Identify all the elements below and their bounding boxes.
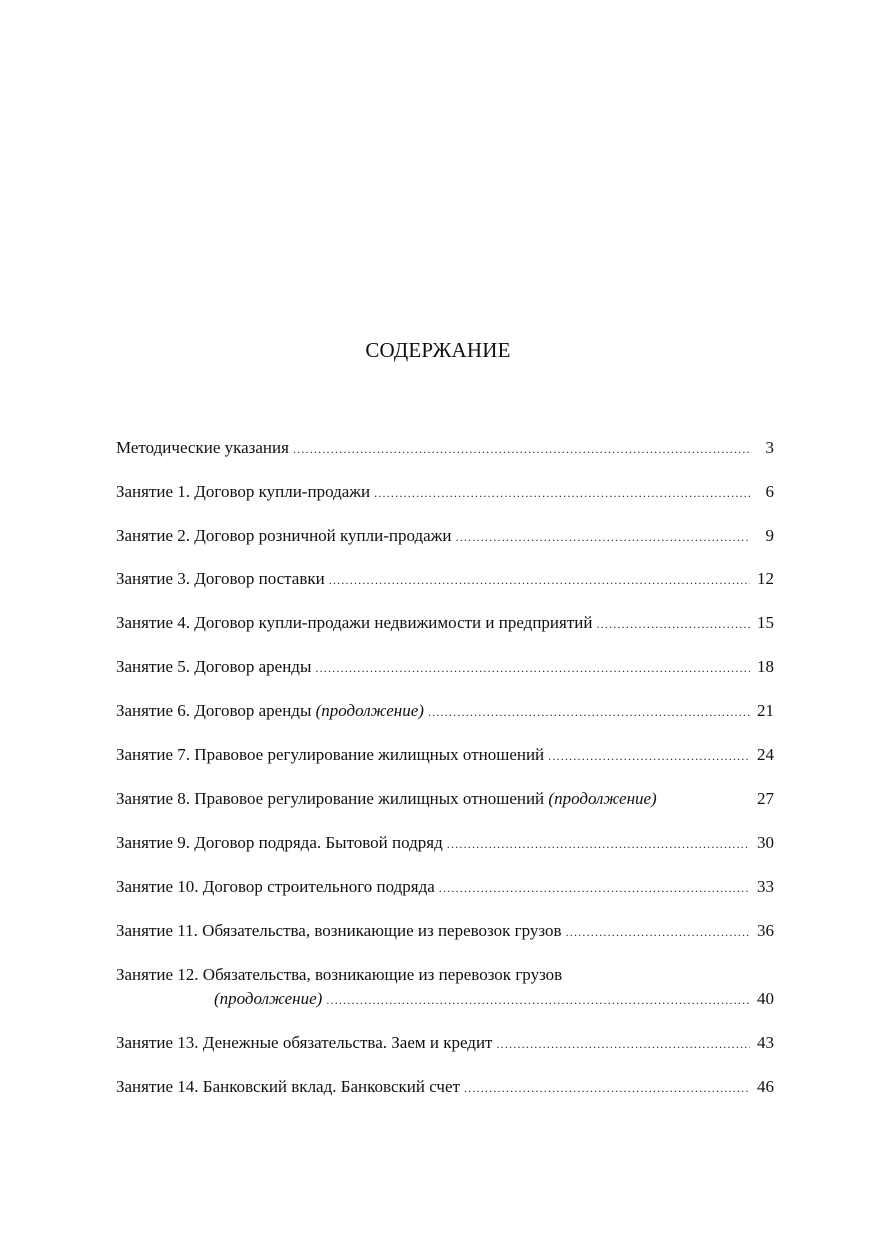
toc-entry-title: Занятие 4. Договор купли-продажи недвижимости и предприятий: [116, 613, 593, 632]
toc-entry[interactable]: [116, 567, 774, 597]
toc-entry-note: (продолжение): [214, 989, 323, 1008]
dot-leader: [329, 568, 750, 592]
toc-entry-title: Занятие 1. Договор купли-продажи: [116, 482, 371, 501]
dot-leader: [315, 656, 750, 680]
dot-leader: [439, 876, 750, 900]
page-title: СОДЕРЖАНИЕ: [365, 338, 511, 362]
toc-entry-page: 33: [757, 877, 774, 896]
toc-entry-note: (продолжение): [315, 701, 424, 720]
toc-entry-title: Занятие 8. Правовое регулирование жилищных отношений (продолжение): [116, 789, 657, 808]
toc-entry[interactable]: [116, 436, 774, 466]
dot-leader: [447, 832, 750, 856]
toc-entry-page: 3: [765, 438, 774, 457]
toc-entry-title: Занятие 7. Правовое регулирование жилищных отношений: [116, 745, 545, 764]
dot-leader: [326, 988, 750, 1012]
toc-entry-title: Занятие 11. Обязательства, возникающие из перевозок грузов: [116, 921, 562, 940]
toc-entry-page: 21: [757, 701, 774, 720]
toc-entry-title: Занятие 3. Договор поставки: [116, 569, 325, 588]
toc-entry[interactable]: [116, 875, 774, 905]
toc-entry-page: 9: [765, 526, 774, 545]
dot-leader: [596, 612, 750, 636]
toc-entry[interactable]: [116, 919, 774, 949]
toc-entry-page: 36: [757, 921, 774, 940]
toc-entry-page: 27: [757, 789, 774, 808]
toc-entry[interactable]: [116, 1075, 774, 1105]
dot-leader: [496, 1032, 750, 1056]
toc-entry[interactable]: [116, 480, 774, 510]
toc-entry-page: 15: [757, 613, 774, 632]
toc-entry[interactable]: [116, 699, 774, 729]
dot-leader: [566, 920, 750, 944]
toc-entry[interactable]: [116, 963, 774, 1013]
toc-entry[interactable]: [116, 655, 774, 685]
toc-entry-title: Методические указания: [116, 438, 289, 457]
toc-entry-note: (продолжение): [548, 789, 657, 808]
toc-entry-title: Занятие 2. Договор розничной купли-продажи: [116, 526, 452, 545]
toc-entry-title: Занятие 5. Договор аренды: [116, 657, 312, 676]
toc-entry-page: 40: [757, 989, 774, 1008]
dot-leader: [374, 481, 750, 505]
toc-entry[interactable]: [116, 1031, 774, 1061]
dot-leader: [548, 744, 750, 768]
dot-leader: [464, 1076, 750, 1100]
toc-entry[interactable]: [116, 524, 774, 554]
toc-entry-title: Занятие 9. Договор подряда. Бытовой подряд: [116, 833, 443, 852]
dot-leader: [456, 525, 750, 549]
toc-entry-title: Занятие 6. Договор аренды (продолжение): [116, 701, 424, 720]
toc-entry-page: 18: [757, 657, 774, 676]
dot-leader: [428, 700, 750, 724]
toc-entry-title: Занятие 13. Денежные обязательства. Заем и кредит: [116, 1033, 493, 1052]
toc-entry-title: Занятие 12. Обязательства, возникающие из перевозок грузов: [116, 965, 563, 984]
toc-entry[interactable]: [116, 831, 774, 861]
toc-entry[interactable]: [116, 787, 774, 817]
dot-leader: [293, 437, 750, 461]
toc-entry[interactable]: [116, 743, 774, 773]
toc-entry-page: 24: [757, 745, 774, 764]
toc-entry-page: 12: [757, 569, 774, 588]
toc-entry-title: Занятие 14. Банковский вклад. Банковский счет: [116, 1077, 460, 1096]
toc-entry-page: 46: [757, 1077, 774, 1096]
toc-entry-title: Занятие 10. Договор строительного подряда: [116, 877, 435, 896]
toc-entry[interactable]: [116, 611, 774, 641]
toc-entry-page: 43: [757, 1033, 774, 1052]
toc-entry-page: 30: [757, 833, 774, 852]
toc-entry-page: 6: [765, 482, 774, 501]
